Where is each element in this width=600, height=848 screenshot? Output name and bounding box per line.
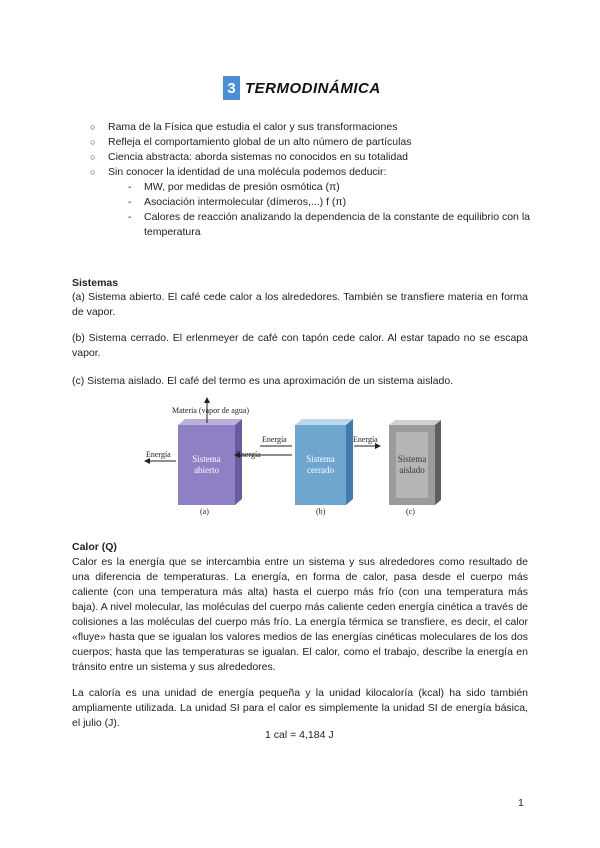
caption-b: (b) [316, 507, 326, 516]
box-open-top [178, 419, 242, 425]
box-isolated-side [435, 420, 441, 505]
calor-heading: Calor (Q) [72, 541, 117, 553]
sistema-cerrado-text: (b) Sistema cerrado. El erlenmeyer de café con tapón cede calor. Al estar tapado no se escapa vapor. [72, 332, 528, 359]
sistemas-heading: Sistemas [72, 277, 119, 289]
box-isolated-label: Sistema aislado [397, 454, 427, 475]
materia-label: Materia (vapor de agua) [172, 406, 250, 415]
sistema-aislado-text: (c) Sistema aislado. El café del termo es una aproximación de un sistema aislado. [72, 375, 454, 387]
list-item: ○ Ciencia abstracta: aborda sistemas no conocidos en su totalidad [90, 151, 409, 163]
calor-paragraph-2: La caloría es una unidad de energía pequeña y la unidad kilocaloría (kcal) ha sido también ampliamente utilizada. La unidad SI para el calor es simplemente la unidad SI de energía básica, el julio (J). [72, 687, 528, 729]
list-item: ○ Rama de la Física que estudia el calor y sus transformaciones [90, 121, 398, 133]
sub-list [128, 180, 530, 240]
box-open-label: Sistema abierto [192, 454, 221, 475]
energy-label-b-left: Energía [262, 435, 287, 444]
list-item: ○ Sin conocer la identidad de una molécula podemos deducir: [90, 166, 387, 178]
chapter-title: TERMODINÁMICA [245, 79, 381, 97]
sub-list-item: - Asociación intermolecular (dímeros,...) f (π) [128, 196, 347, 208]
list-item: ○ Refleja el comportamiento global de un alto número de partículas [90, 136, 412, 148]
box-open-side [235, 419, 242, 505]
sistema-abierto-text: (a) Sistema abierto. El café cede calor a los alrededores. También se transfiere materia en forma de vapor. [72, 291, 528, 318]
box-closed-side [346, 419, 353, 505]
systems-figure [140, 393, 465, 515]
box-closed-label: Sistema cerrado [306, 454, 335, 475]
caption-c: (c) [406, 507, 415, 516]
box-closed-top [295, 419, 353, 425]
sub-list-item: - MW, por medidas de presión osmótica (π) [128, 181, 340, 193]
chapter-header [223, 75, 381, 101]
energy-label-b-right: Energía [353, 435, 378, 444]
box-isolated-top [389, 420, 441, 425]
energy-label-a: Energía [146, 450, 171, 459]
formula: 1 cal = 4,184 J [265, 729, 334, 741]
page-number: 1 [518, 797, 524, 809]
intro-list [90, 120, 530, 240]
energy-label-a2: Energía [236, 450, 261, 459]
caption-a: (a) [200, 507, 209, 516]
chapter-number-badge: 3 [223, 76, 240, 100]
calor-paragraph-1: Calor es la energía que se intercambia entre un sistema y sus alrededores como resultado de una diferencia de temperaturas. La energía, en forma de calor, pasa desde el cuerpo más caliente (con una temperatura más alta) hasta el cuerpo más frío (con una temperatura más baja). A nivel molecular, las moléculas del cuerpo más caliente ceden energía cinética a través de colisiones a las moléculas del cuerpo más frío. La energía térmica se transfiere, es decir, el calor «fluye» hasta que se igualan los valores medios de las energías cinéticas moleculares de los dos cuerpos; hasta que las temperaturas se igualan. El calor, como el trabajo, describe la energía en tránsito entre un sistema y sus alrededores. [72, 556, 528, 673]
sub-list-item: - Calores de reacción analizando la dependencia de la constante de equilibrio con la temperatura [128, 211, 530, 238]
